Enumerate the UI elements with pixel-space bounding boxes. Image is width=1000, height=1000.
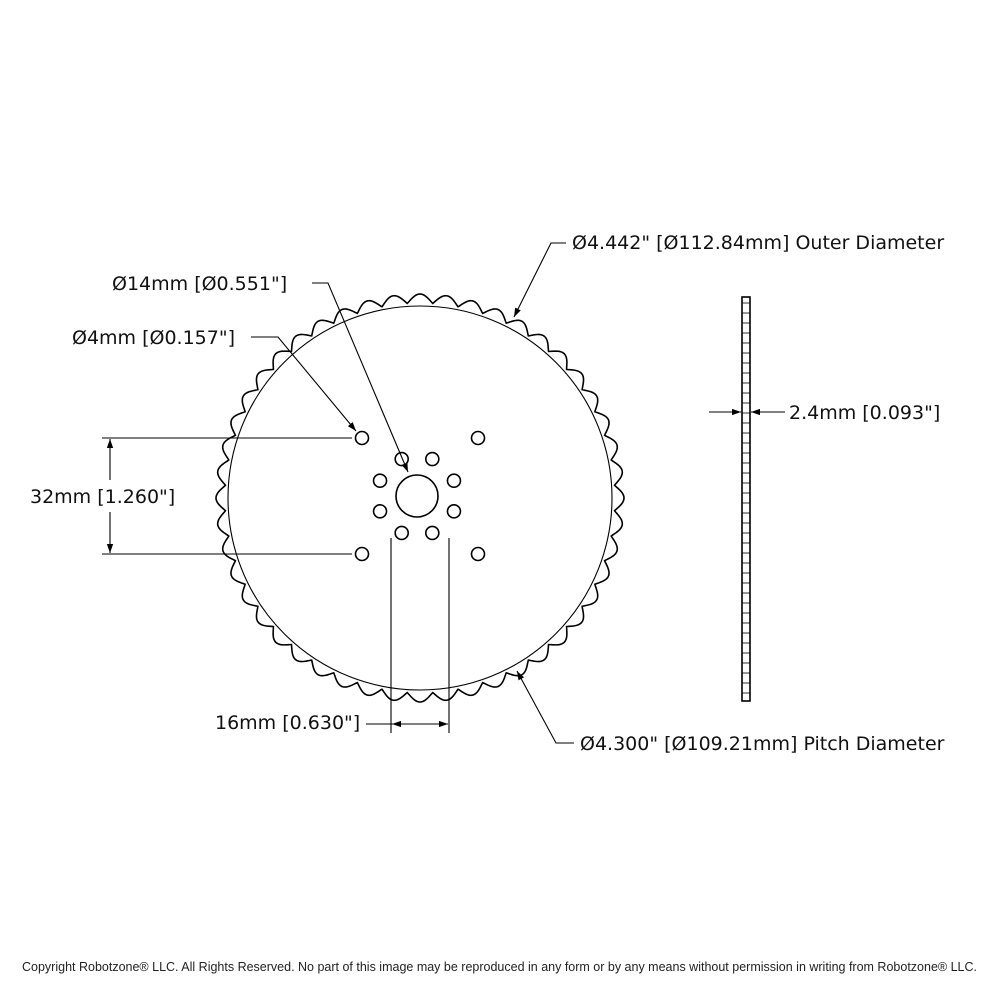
copyright-notice: Copyright Robotzone® LLC. All Rights Reserved. No part of this image may be reproduced in any form or by any means without permission in writing from Robotzone® LLC. xyxy=(22,960,977,974)
side-profile xyxy=(742,297,750,701)
mount-hole-upper-left xyxy=(356,432,369,445)
gear-tooth-profile xyxy=(216,294,624,702)
mount-hole-upper-right xyxy=(472,432,485,445)
side-teeth-marks xyxy=(742,303,750,693)
bore-label: Ø14mm [Ø0.551"] xyxy=(112,273,288,295)
outer-diameter-callout xyxy=(514,232,944,317)
bolt-hole xyxy=(374,505,387,518)
pitch-diameter-callout xyxy=(517,671,945,755)
gear-front-view xyxy=(216,294,624,702)
gear-pitch-circle xyxy=(228,306,612,690)
outer-diameter-label: Ø4.442" [Ø112.84mm] Outer Diameter xyxy=(572,232,945,254)
mount-hole-callout xyxy=(72,327,356,431)
outer-diameter-leader xyxy=(514,243,566,317)
bolt-hole xyxy=(374,474,387,487)
center-bore xyxy=(396,475,438,517)
bolt-hole-pattern xyxy=(374,453,461,540)
mount-hole-leader xyxy=(251,337,356,431)
pitch-diameter-label: Ø4.300" [Ø109.21mm] Pitch Diameter xyxy=(580,733,945,755)
mount-hole-lower-left xyxy=(356,548,369,561)
bolt-hole xyxy=(447,474,460,487)
bolt-hole xyxy=(426,526,439,539)
bolt-hole xyxy=(395,453,408,466)
bolt-hole xyxy=(426,453,439,466)
vertical-spacing-label: 32mm [1.260"] xyxy=(30,486,176,508)
pitch-diameter-leader xyxy=(517,671,574,743)
bolt-hole xyxy=(395,526,408,539)
mount-hole-lower-right xyxy=(472,548,485,561)
mount-hole-label: Ø4mm [Ø0.157"] xyxy=(72,327,236,349)
vertical-spacing-dimension xyxy=(30,438,352,554)
gear-side-view xyxy=(742,297,750,701)
bolt-hole xyxy=(447,505,460,518)
thickness-label: 2.4mm [0.093"] xyxy=(789,402,941,424)
horizontal-spacing-dimension xyxy=(215,538,449,734)
horizontal-spacing-label: 16mm [0.630"] xyxy=(215,712,361,734)
